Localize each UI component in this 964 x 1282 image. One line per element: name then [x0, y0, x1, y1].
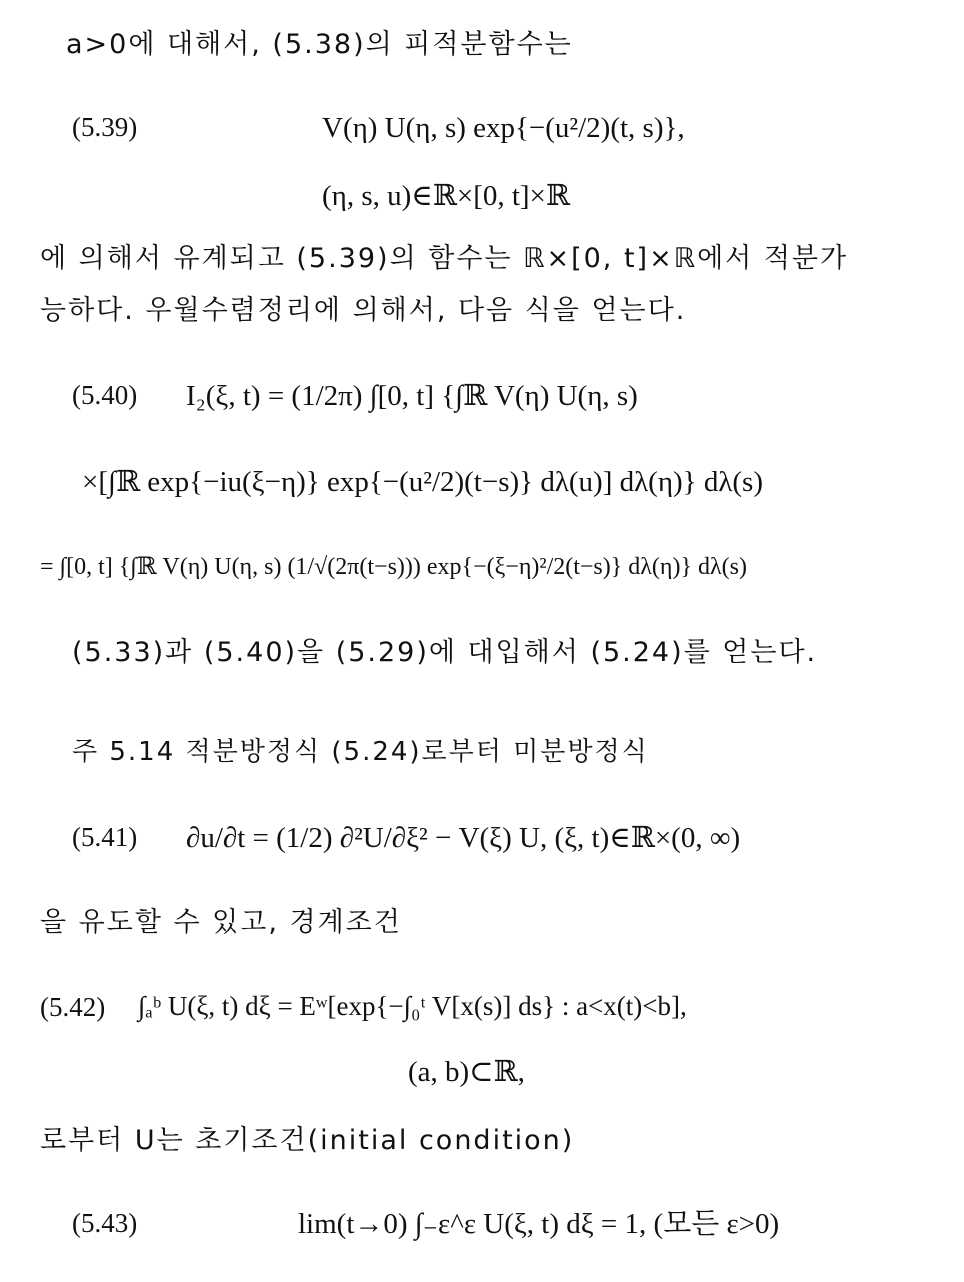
equation-5-41: ∂u/∂t = (1/2) ∂²U/∂ξ² − V(ξ) U, (ξ, t)∈ℝ×(0, ∞): [186, 822, 741, 854]
remark-heading: 주 5.14 적분방정식 (5.24)로부터 미분방정식: [72, 737, 649, 767]
equation-5-39: V(η) U(η, s) exp{−(u²/2)(t, s)},: [322, 112, 685, 144]
paragraph-line-4: (5.33)과 (5.40)을 (5.29)에 대입해서 (5.24)를 얻는다.: [72, 637, 818, 668]
paragraph-line-3: 능하다. 우월수렴정리에 의해서, 다음 식을 얻는다.: [40, 295, 687, 326]
paragraph-line-5: 을 유도할 수 있고, 경계조건: [40, 907, 402, 938]
paragraph-line-1: a>0에 대해서, (5.38)의 피적분함수는: [66, 29, 573, 60]
equation-number-5-40: (5.40): [72, 380, 138, 410]
paragraph-line-2: 에 의해서 유계되고 (5.39)의 함수는 ℝ×[0, t]×ℝ에서 적분가: [40, 243, 849, 274]
equation-5-42-domain: (a, b)⊂ℝ,: [408, 1056, 525, 1088]
equation-5-40-line-1: I₂(ξ, t) = (1/2π) ∫[0, t] {∫ℝ V(η) U(η, s): [186, 380, 638, 412]
equation-5-42: ∫ₐᵇ U(ξ, t) dξ = Eʷ[exp{−∫₀ᵗ V[x(s)] ds} : a<x(t)<b],: [138, 991, 687, 1021]
equation-5-39-domain: (η, s, u)∈ℝ×[0, t]×ℝ: [322, 180, 571, 212]
equation-5-40-line-3: = ∫[0, t] {∫ℝ V(η) U(η, s) (1/√(2π(t−s))) exp{−(ξ−η)²/2(t−s)} dλ(η)} dλ(s): [40, 554, 747, 580]
equation-number-5-39: (5.39): [72, 112, 138, 142]
equation-number-5-43: (5.43): [72, 1208, 138, 1238]
equation-number-5-42: (5.42): [40, 992, 106, 1022]
equation-5-40-line-2: ×[∫ℝ exp{−iu(ξ−η)} exp{−(u²/2)(t−s)} dλ(u)] dλ(η)} dλ(s): [82, 466, 763, 498]
equation-5-43: lim(t→0) ∫₋ε^ε U(ξ, t) dξ = 1, (모든 ε>0): [298, 1208, 780, 1240]
paragraph-line-6: 로부터 U는 초기조건(initial condition): [40, 1125, 575, 1156]
equation-number-5-41: (5.41): [72, 822, 138, 852]
